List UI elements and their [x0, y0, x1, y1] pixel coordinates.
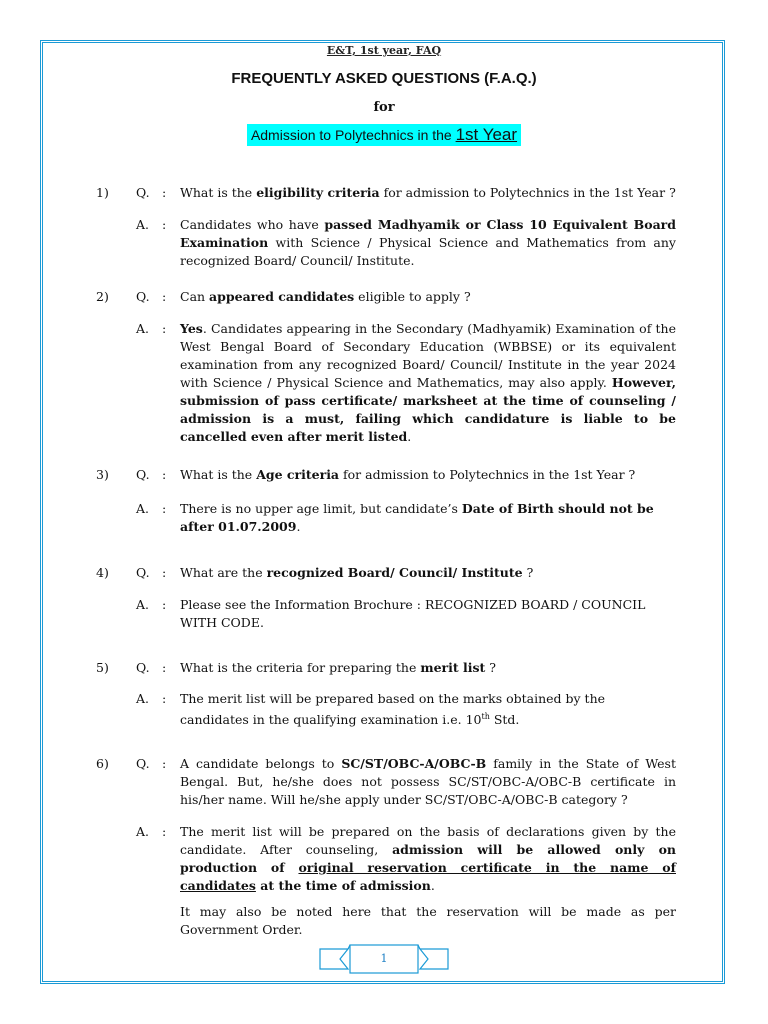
faq-answer-3 — [96, 500, 676, 536]
colon: : — [162, 217, 167, 232]
text-bold: Yes — [180, 321, 203, 336]
text-run: . — [407, 429, 412, 444]
colon: : — [162, 289, 167, 304]
text-run: What is the — [180, 467, 257, 482]
question-number: 5) — [96, 660, 109, 675]
text-run: . — [296, 519, 301, 534]
text-run: eligible to apply ? — [354, 289, 471, 304]
page-title: FREQUENTLY ASKED QUESTIONS (F.A.Q.) — [231, 70, 537, 87]
question-text — [180, 184, 676, 202]
q-label: Q. — [136, 660, 150, 675]
question-text — [180, 755, 676, 809]
text-run: for admission to Polytechnics in the 1st Year ? — [379, 185, 676, 200]
question-number: 1) — [96, 185, 109, 200]
subtitle-highlight — [247, 124, 521, 146]
text-run: . Candidates appearing in the Secondary (Madhyamik) Examination of the West Bengal Board of Secondary Education (WBBSE) or its equivalent examination from any recognized Board/ Council/ Institute in the year 2024 with Science / Physical Science and Mathematics, may also apply. — [180, 321, 676, 390]
text-run: ? — [485, 660, 496, 675]
answer-text — [180, 320, 676, 446]
question-text — [180, 288, 676, 306]
a-label: A. — [136, 321, 150, 336]
text-run: . — [430, 878, 435, 893]
colon: : — [162, 185, 167, 200]
subtitle-prefix: Admission to Polytechnics in the — [250, 127, 456, 143]
faq-answer-5 — [96, 690, 676, 729]
question-text — [180, 659, 676, 677]
question-number: 6) — [96, 756, 109, 771]
faq-answer-4 — [96, 596, 676, 632]
text-bold: appeared candidates — [209, 289, 355, 304]
text-run: What is the — [180, 185, 257, 200]
text-run: The merit list will be prepared based on the marks obtained by the candidates in the qualifying examination i.e. 10 — [180, 691, 606, 728]
question-number: 3) — [96, 467, 109, 482]
text-run: Std. — [489, 712, 520, 728]
text-bold: Age criteria — [256, 467, 340, 482]
text-bold: However, submission of pass certificate/ marksheet at the time of counseling / admission is a must, failing which candidature is liable to be cancelled even after merit listed — [180, 375, 676, 444]
text-run: The merit list will be prepared on the basis of declarations given by the candidate. After counseling, — [180, 824, 676, 857]
faq-answer-1 — [96, 216, 676, 270]
text-bold: SC/ST/OBC-A/OBC-B — [341, 756, 487, 771]
colon: : — [162, 467, 167, 482]
q-label: Q. — [136, 467, 150, 482]
colon: : — [162, 691, 167, 706]
subtitle-year: 1st Year — [455, 125, 518, 144]
answer-text — [180, 500, 676, 536]
q-label: Q. — [136, 565, 150, 580]
text-run: A candidate belongs to — [180, 756, 342, 771]
faq-answer-2 — [96, 320, 676, 446]
text-run: with Science / Physical Science and Mathematics from any recognized Board/ Council/ Institute. — [180, 235, 676, 268]
text-bold-underline: original reservation certificate in the name of candidates — [180, 860, 676, 893]
faq-question-5 — [96, 659, 676, 677]
colon: : — [162, 597, 167, 612]
answer-paragraph: It may also be noted here that the reservation will be made as per Government Order. — [180, 904, 676, 937]
text-run: family in the State of West Bengal. But, he/she does not possess SC/ST/OBC-A/OBC-B certificate in his/her name. Will he/she apply under SC/ST/OBC-A/OBC-B category ? — [180, 756, 676, 807]
title-for: for — [373, 100, 395, 115]
a-label: A. — [136, 691, 150, 706]
a-label: A. — [136, 501, 150, 516]
a-label: A. — [136, 217, 150, 232]
text-run: Can — [180, 289, 210, 304]
answer-text — [180, 823, 676, 939]
text-bold: recognized Board/ Council/ Institute — [266, 565, 523, 580]
colon: : — [162, 565, 167, 580]
text-bold: eligibility criteria — [256, 185, 380, 200]
question-text — [180, 466, 676, 484]
faq-question-1 — [96, 184, 676, 202]
text-run: There is no upper age limit, but candidate’s — [180, 501, 462, 516]
document-header: E&T, 1st year, FAQ — [326, 44, 442, 57]
question-number: 4) — [96, 565, 109, 580]
text-bold: passed Madhyamik or Class 10 Equivalent Board Examination — [180, 217, 677, 250]
faq-question-2 — [96, 288, 676, 306]
subtitle-wrap — [0, 124, 768, 146]
text-bold: at the time of admission — [255, 878, 431, 893]
answer-text — [180, 690, 676, 729]
faq-question-4 — [96, 564, 676, 582]
text-run: Candidates who have — [180, 217, 325, 232]
text-bold: admission will be allowed only on production of — [180, 842, 676, 875]
faq-answer-6 — [96, 823, 676, 947]
question-text — [180, 564, 676, 582]
q-label: Q. — [136, 289, 150, 304]
q-label: Q. — [136, 185, 150, 200]
question-number: 2) — [96, 289, 109, 304]
superscript: th — [481, 712, 490, 721]
ribbon-left-tail — [320, 949, 348, 969]
text-run: Please see the Information Brochure : RECOGNIZED BOARD / COUNCIL WITH CODE. — [180, 597, 646, 630]
colon: : — [162, 660, 167, 675]
faq-question-3 — [96, 466, 676, 484]
text-run: for admission to Polytechnics in the 1st Year ? — [339, 467, 636, 482]
answer-text — [180, 216, 676, 270]
ribbon-right-tail — [420, 949, 448, 969]
text-bold: merit list — [420, 660, 486, 675]
answer-text — [180, 596, 676, 632]
q-label: Q. — [136, 756, 150, 771]
text-run: What is the criteria for preparing the — [180, 660, 421, 675]
text-run: ? — [522, 565, 534, 580]
a-label: A. — [136, 597, 150, 612]
faq-question-6 — [96, 755, 676, 809]
page-number: 1 — [380, 952, 388, 965]
text-bold: Date of Birth should not be after 01.07.2009 — [180, 501, 654, 534]
colon: : — [162, 756, 167, 771]
colon: : — [162, 824, 167, 839]
answer-paragraph — [180, 823, 676, 895]
text-run: What are the — [180, 565, 267, 580]
colon: : — [162, 321, 167, 336]
a-label: A. — [136, 824, 150, 839]
colon: : — [162, 501, 167, 516]
